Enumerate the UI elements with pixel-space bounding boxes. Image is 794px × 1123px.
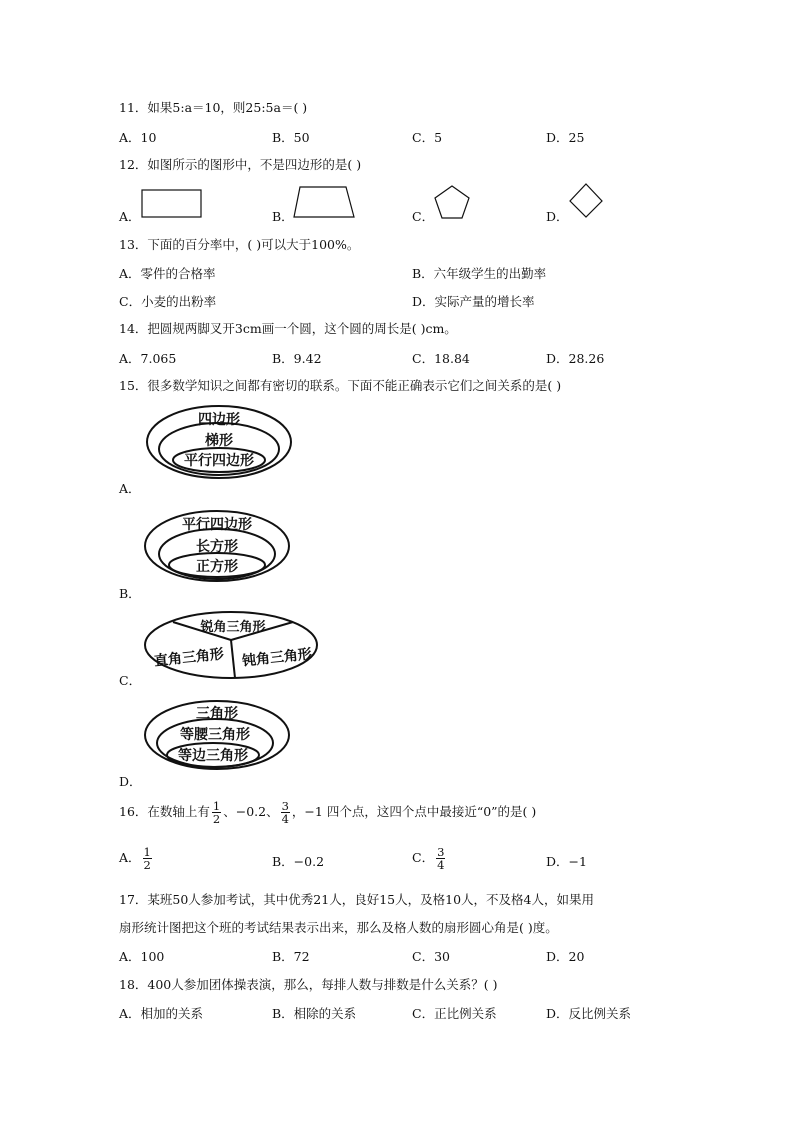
diagram-d-middle-label: 等腰三角形 — [180, 727, 250, 743]
diagram-b-nested-sets — [143, 508, 293, 584]
q18-option-c[interactable]: C．正比例关系 — [412, 1006, 497, 1021]
q16-option-c[interactable]: C． $\frac{3}{4}$ — [412, 845, 445, 872]
q14-option-c[interactable]: C．18.84 — [412, 351, 470, 366]
diamond-shape — [568, 183, 604, 219]
q18-option-a[interactable]: A．相加的关系 — [119, 1006, 204, 1021]
diagram-a-middle-label: 梯形 — [205, 433, 233, 449]
question-14: 14．把圆规两脚叉开3cm画一个圆，这个圆的周长是( )cm。 — [119, 321, 457, 336]
pentagon-shape — [433, 184, 471, 220]
q11-option-c[interactable]: C．5 — [412, 130, 443, 145]
q18-option-b[interactable]: B．相除的关系 — [272, 1006, 357, 1021]
q15-option-c[interactable]: C． — [119, 673, 142, 688]
diagram-c-right-label: 钝角三角形 — [241, 646, 313, 670]
fraction-one-half: $\frac{1}{2}$ — [212, 799, 221, 826]
q18-option-d[interactable]: D．反比例关系 — [546, 1006, 632, 1021]
trapezoid-shape — [292, 185, 356, 219]
diagram-c-top-label: 锐角三角形 — [200, 620, 266, 635]
q12-option-b[interactable]: B． — [272, 209, 294, 224]
option-a-fraction: $\frac{1}{2}$ — [143, 845, 151, 872]
q17-option-a[interactable]: A．100 — [119, 949, 165, 964]
question-13: 13．下面的百分率中，( )可以大于100%。 — [119, 237, 360, 252]
q12-option-d[interactable]: D． — [546, 209, 569, 224]
q13-option-d[interactable]: D．实际产量的增长率 — [412, 294, 535, 309]
diagram-a-inner-label: 平行四边形 — [184, 453, 254, 469]
q15-option-a[interactable]: A． — [119, 481, 141, 496]
q13-option-b[interactable]: B．六年级学生的出勤率 — [412, 266, 547, 281]
q15-option-b[interactable]: B． — [119, 586, 141, 601]
option-c-fraction: $\frac{3}{4}$ — [437, 845, 445, 872]
question-16 — [119, 800, 536, 825]
question-18: 18．400人参加团体操表演，那么，每排人数与排数是什么关系？( ) — [119, 977, 498, 992]
rectangle-shape — [141, 189, 203, 219]
q16-option-a[interactable]: A． $\frac{1}{2}$ — [119, 845, 151, 872]
q16-text-before: 16．在数轴上有 — [119, 804, 210, 819]
q16-text-mid: 、−0.2、 — [223, 804, 279, 819]
q11-option-a[interactable]: A．10 — [119, 130, 157, 145]
q12-option-a[interactable]: A． — [119, 209, 141, 224]
q14-option-b[interactable]: B．9.42 — [272, 351, 322, 366]
diagram-b-outer-label: 平行四边形 — [182, 517, 252, 533]
q12-option-c[interactable]: C． — [412, 209, 435, 224]
question-12: 12．如图所示的图形中，不是四边形的是( ) — [119, 157, 362, 172]
diagram-c-partition — [143, 610, 319, 680]
q17-option-c[interactable]: C．30 — [412, 949, 450, 964]
diagram-a-outer-label: 四边形 — [198, 412, 240, 428]
diagram-d-outer-label: 三角形 — [196, 706, 238, 722]
diagram-a-nested-sets — [145, 402, 295, 480]
diagram-c-left-label: 直角三角形 — [153, 646, 225, 670]
q13-option-a[interactable]: A．零件的合格率 — [119, 266, 216, 281]
q17-option-b[interactable]: B．72 — [272, 949, 310, 964]
q17-option-d[interactable]: D．20 — [546, 949, 585, 964]
diagram-b-middle-label: 长方形 — [196, 539, 238, 555]
q15-option-d[interactable]: D． — [119, 774, 142, 789]
q16-text-after: ，−1 四个点，这四个点中最接近“0”的是( ) — [291, 804, 537, 819]
q11-option-d[interactable]: D．25 — [546, 130, 585, 145]
question-17-line-1: 17．某班50人参加考试，其中优秀21人，良好15人，及格10人，不及格4人，如果用 — [119, 892, 594, 907]
question-11: 11．如果5:a＝10，则25:5a＝( ) — [119, 100, 308, 115]
question-17-line-2: 扇形统计图把这个班的考试结果表示出来，那么及格人数的扇形圆心角是( )度。 — [119, 920, 558, 935]
question-15: 15．很多数学知识之间都有密切的联系。下面不能正确表示它们之间关系的是( ) — [119, 378, 562, 393]
q13-option-c[interactable]: C．小麦的出粉率 — [119, 294, 217, 309]
diagram-d-inner-label: 等边三角形 — [178, 748, 248, 764]
q11-option-b[interactable]: B．50 — [272, 130, 310, 145]
diagram-d-nested-sets — [143, 699, 293, 771]
diagram-b-inner-label: 正方形 — [196, 559, 238, 575]
fraction-three-quarters: $\frac{3}{4}$ — [281, 799, 289, 826]
q16-option-d[interactable]: D．−1 — [546, 854, 587, 869]
q14-option-a[interactable]: A．7.065 — [119, 351, 177, 366]
q16-option-b[interactable]: B．−0.2 — [272, 854, 325, 869]
q14-option-d[interactable]: D．28.26 — [546, 351, 605, 366]
